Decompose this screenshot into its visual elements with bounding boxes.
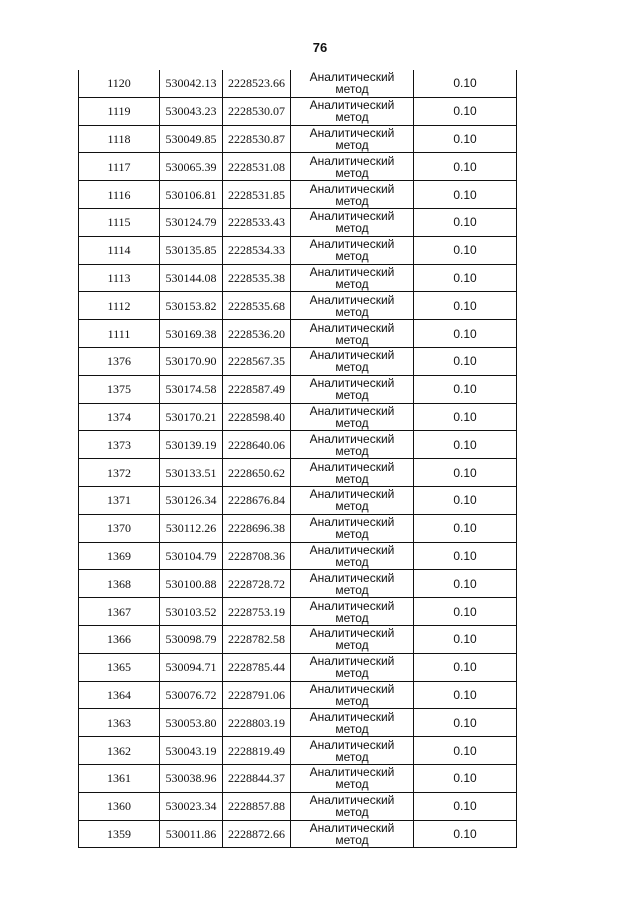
point-number-cell: 1369: [79, 542, 160, 570]
x-coordinate-cell: 530112.26: [160, 514, 223, 542]
y-coordinate-cell: 2228531.08: [223, 153, 291, 181]
point-number-cell: 1119: [79, 97, 160, 125]
accuracy-cell: 0.10: [414, 347, 517, 375]
table-row: [79, 709, 517, 737]
point-number-cell: 1367: [79, 598, 160, 626]
method-text-line2: метод: [335, 304, 369, 319]
point-number-cell: 1374: [79, 403, 160, 431]
method-text-line2: метод: [335, 193, 369, 208]
method-text-line1: Аналитический: [309, 515, 395, 530]
x-coordinate-cell: 530170.21: [160, 403, 223, 431]
method-cell: [291, 820, 414, 848]
method-text-line2: метод: [335, 415, 369, 430]
accuracy-cell: 0.10: [414, 97, 517, 125]
method-text-line1: Аналитический: [309, 820, 395, 835]
method-text-line1: Аналитический: [309, 570, 395, 585]
accuracy-cell: 0.10: [414, 125, 517, 153]
x-coordinate-cell: 530170.90: [160, 347, 223, 375]
method-text-line1: Аналитический: [309, 264, 395, 279]
method-text-line1: Аналитический: [309, 153, 395, 168]
x-coordinate-cell: 530049.85: [160, 125, 223, 153]
y-coordinate-cell: 2228676.84: [223, 486, 291, 514]
x-coordinate-cell: 530042.13: [160, 70, 223, 97]
point-number-cell: 1373: [79, 431, 160, 459]
y-coordinate-cell: 2228857.88: [223, 792, 291, 820]
method-text-line2: метод: [335, 443, 369, 458]
y-coordinate-cell: 2228535.38: [223, 264, 291, 292]
method-text-line2: метод: [335, 582, 369, 597]
table-row: [79, 236, 517, 264]
x-coordinate-cell: 530053.80: [160, 709, 223, 737]
method-text-line1: Аналитический: [309, 70, 395, 85]
accuracy-cell: 0.10: [414, 375, 517, 403]
x-coordinate-cell: 530106.81: [160, 181, 223, 209]
y-coordinate-cell: 2228534.33: [223, 236, 291, 264]
x-coordinate-cell: 530169.38: [160, 320, 223, 348]
accuracy-cell: 0.10: [414, 236, 517, 264]
method-cell: [291, 764, 414, 792]
method-text-line1: Аналитический: [309, 709, 395, 724]
table-row: [79, 70, 517, 97]
y-coordinate-cell: 2228803.19: [223, 709, 291, 737]
page-number: 76: [312, 40, 328, 55]
method-text-line2: метод: [335, 82, 369, 97]
y-coordinate-cell: 2228753.19: [223, 598, 291, 626]
point-number-cell: 1376: [79, 347, 160, 375]
method-text-line1: Аналитический: [309, 320, 395, 335]
accuracy-cell: 0.10: [414, 292, 517, 320]
method-cell: [291, 181, 414, 209]
point-number-cell: 1371: [79, 486, 160, 514]
y-coordinate-cell: 2228819.49: [223, 737, 291, 765]
point-number-cell: 1113: [79, 264, 160, 292]
method-cell: [291, 375, 414, 403]
method-cell: [291, 737, 414, 765]
method-text-line1: Аналитический: [309, 765, 395, 780]
x-coordinate-cell: 530076.72: [160, 681, 223, 709]
x-coordinate-cell: 530011.86: [160, 820, 223, 848]
x-coordinate-cell: 530133.51: [160, 459, 223, 487]
y-coordinate-cell: 2228782.58: [223, 625, 291, 653]
method-cell: [291, 236, 414, 264]
y-coordinate-cell: 2228650.62: [223, 459, 291, 487]
y-coordinate-cell: 2228872.66: [223, 820, 291, 848]
table-row: [79, 375, 517, 403]
method-text-line2: метод: [335, 638, 369, 653]
table-row: [79, 486, 517, 514]
x-coordinate-cell: 530043.23: [160, 97, 223, 125]
method-text-line1: Аналитический: [309, 403, 395, 418]
accuracy-cell: 0.10: [414, 153, 517, 181]
table-row: [79, 431, 517, 459]
point-number-cell: 1363: [79, 709, 160, 737]
method-text-line2: метод: [335, 721, 369, 736]
table-row: [79, 570, 517, 598]
table-row: [79, 737, 517, 765]
method-text-line2: метод: [335, 527, 369, 542]
method-text-line2: метод: [335, 832, 369, 847]
method-text-line1: Аналитический: [309, 487, 395, 502]
method-text-line2: метод: [335, 805, 369, 820]
table-row: [79, 514, 517, 542]
x-coordinate-cell: 530135.85: [160, 236, 223, 264]
method-text-line2: метод: [335, 221, 369, 236]
accuracy-cell: 0.10: [414, 598, 517, 626]
y-coordinate-cell: 2228536.20: [223, 320, 291, 348]
method-cell: [291, 431, 414, 459]
method-text-line2: метод: [335, 165, 369, 180]
x-coordinate-cell: 530023.34: [160, 792, 223, 820]
point-number-cell: 1117: [79, 153, 160, 181]
table-row: [79, 347, 517, 375]
method-cell: [291, 514, 414, 542]
table-row: [79, 792, 517, 820]
x-coordinate-cell: 530174.58: [160, 375, 223, 403]
method-text-line1: Аналитический: [309, 348, 395, 363]
accuracy-cell: 0.10: [414, 764, 517, 792]
y-coordinate-cell: 2228567.35: [223, 347, 291, 375]
accuracy-cell: 0.10: [414, 737, 517, 765]
method-text-line1: Аналитический: [309, 431, 395, 446]
table-row: [79, 320, 517, 348]
method-text-line2: метод: [335, 110, 369, 125]
method-cell: [291, 70, 414, 97]
y-coordinate-cell: 2228728.72: [223, 570, 291, 598]
method-text-line1: Аналитический: [309, 376, 395, 391]
point-number-cell: 1368: [79, 570, 160, 598]
method-text-line2: метод: [335, 499, 369, 514]
method-text-line1: Аналитический: [309, 654, 395, 669]
table-row: [79, 97, 517, 125]
method-text-line2: метод: [335, 360, 369, 375]
x-coordinate-cell: 530144.08: [160, 264, 223, 292]
method-cell: [291, 153, 414, 181]
x-coordinate-cell: 530043.19: [160, 737, 223, 765]
accuracy-cell: 0.10: [414, 70, 517, 97]
method-cell: [291, 320, 414, 348]
accuracy-cell: 0.10: [414, 181, 517, 209]
method-text-line1: Аналитический: [309, 237, 395, 252]
point-number-cell: 1115: [79, 208, 160, 236]
y-coordinate-cell: 2228696.38: [223, 514, 291, 542]
accuracy-cell: 0.10: [414, 459, 517, 487]
x-coordinate-cell: 530103.52: [160, 598, 223, 626]
point-number-cell: 1359: [79, 820, 160, 848]
coordinates-table: [78, 70, 517, 848]
method-text-line1: Аналитический: [309, 125, 395, 140]
x-coordinate-cell: 530104.79: [160, 542, 223, 570]
accuracy-cell: 0.10: [414, 320, 517, 348]
y-coordinate-cell: 2228598.40: [223, 403, 291, 431]
table-row: [79, 542, 517, 570]
method-cell: [291, 264, 414, 292]
accuracy-cell: 0.10: [414, 431, 517, 459]
table-row: [79, 681, 517, 709]
x-coordinate-cell: 530124.79: [160, 208, 223, 236]
method-text-line2: метод: [335, 749, 369, 764]
accuracy-cell: 0.10: [414, 625, 517, 653]
accuracy-cell: 0.10: [414, 681, 517, 709]
method-cell: [291, 459, 414, 487]
method-text-line2: метод: [335, 137, 369, 152]
method-text-line1: Аналитический: [309, 598, 395, 613]
point-number-cell: 1120: [79, 70, 160, 97]
point-number-cell: 1114: [79, 236, 160, 264]
method-text-line2: метод: [335, 276, 369, 291]
accuracy-cell: 0.10: [414, 653, 517, 681]
method-text-line2: метод: [335, 666, 369, 681]
method-text-line1: Аналитический: [309, 681, 395, 696]
method-cell: [291, 125, 414, 153]
table-row: [79, 598, 517, 626]
method-cell: [291, 598, 414, 626]
table-row: [79, 459, 517, 487]
y-coordinate-cell: 2228523.66: [223, 70, 291, 97]
point-number-cell: 1360: [79, 792, 160, 820]
method-text-line2: метод: [335, 777, 369, 792]
y-coordinate-cell: 2228587.49: [223, 375, 291, 403]
x-coordinate-cell: 530100.88: [160, 570, 223, 598]
accuracy-cell: 0.10: [414, 403, 517, 431]
point-number-cell: 1111: [79, 320, 160, 348]
method-text-line2: метод: [335, 249, 369, 264]
table-row: [79, 208, 517, 236]
point-number-cell: 1364: [79, 681, 160, 709]
point-number-cell: 1370: [79, 514, 160, 542]
method-text-line1: Аналитический: [309, 542, 395, 557]
table-row: [79, 125, 517, 153]
x-coordinate-cell: 530065.39: [160, 153, 223, 181]
method-cell: [291, 681, 414, 709]
table-row: [79, 653, 517, 681]
y-coordinate-cell: 2228530.07: [223, 97, 291, 125]
point-number-cell: 1372: [79, 459, 160, 487]
point-number-cell: 1118: [79, 125, 160, 153]
method-text-line2: метод: [335, 610, 369, 625]
method-cell: [291, 709, 414, 737]
method-text-line2: метод: [335, 471, 369, 486]
method-cell: [291, 653, 414, 681]
point-number-cell: 1112: [79, 292, 160, 320]
table-row: [79, 764, 517, 792]
y-coordinate-cell: 2228785.44: [223, 653, 291, 681]
table-row: [79, 403, 517, 431]
method-text-line1: Аналитический: [309, 793, 395, 808]
table-row: [79, 181, 517, 209]
method-text-line1: Аналитический: [309, 181, 395, 196]
method-cell: [291, 292, 414, 320]
accuracy-cell: 0.10: [414, 486, 517, 514]
point-number-cell: 1365: [79, 653, 160, 681]
point-number-cell: 1366: [79, 625, 160, 653]
method-cell: [291, 542, 414, 570]
method-cell: [291, 570, 414, 598]
x-coordinate-cell: 530126.34: [160, 486, 223, 514]
accuracy-cell: 0.10: [414, 542, 517, 570]
y-coordinate-cell: 2228530.87: [223, 125, 291, 153]
table-row: [79, 292, 517, 320]
method-text-line2: метод: [335, 693, 369, 708]
y-coordinate-cell: 2228531.85: [223, 181, 291, 209]
method-text-line2: метод: [335, 554, 369, 569]
y-coordinate-cell: 2228535.68: [223, 292, 291, 320]
method-cell: [291, 625, 414, 653]
y-coordinate-cell: 2228533.43: [223, 208, 291, 236]
x-coordinate-cell: 530153.82: [160, 292, 223, 320]
point-number-cell: 1361: [79, 764, 160, 792]
method-cell: [291, 97, 414, 125]
x-coordinate-cell: 530094.71: [160, 653, 223, 681]
method-text-line1: Аналитический: [309, 737, 395, 752]
y-coordinate-cell: 2228791.06: [223, 681, 291, 709]
accuracy-cell: 0.10: [414, 514, 517, 542]
method-text-line1: Аналитический: [309, 626, 395, 641]
table-row: [79, 625, 517, 653]
coordinates-table-body: [79, 70, 517, 848]
table-row: [79, 264, 517, 292]
method-cell: [291, 792, 414, 820]
method-cell: [291, 208, 414, 236]
table-row: [79, 153, 517, 181]
point-number-cell: 1375: [79, 375, 160, 403]
method-text-line2: метод: [335, 388, 369, 403]
x-coordinate-cell: 530038.96: [160, 764, 223, 792]
accuracy-cell: 0.10: [414, 208, 517, 236]
y-coordinate-cell: 2228844.37: [223, 764, 291, 792]
accuracy-cell: 0.10: [414, 264, 517, 292]
accuracy-cell: 0.10: [414, 709, 517, 737]
point-number-cell: 1362: [79, 737, 160, 765]
method-text-line1: Аналитический: [309, 98, 395, 113]
method-text-line2: метод: [335, 332, 369, 347]
method-text-line1: Аналитический: [309, 292, 395, 307]
x-coordinate-cell: 530139.19: [160, 431, 223, 459]
accuracy-cell: 0.10: [414, 570, 517, 598]
method-text-line1: Аналитический: [309, 209, 395, 224]
y-coordinate-cell: 2228708.36: [223, 542, 291, 570]
method-cell: [291, 486, 414, 514]
accuracy-cell: 0.10: [414, 792, 517, 820]
y-coordinate-cell: 2228640.06: [223, 431, 291, 459]
method-text-line1: Аналитический: [309, 459, 395, 474]
accuracy-cell: 0.10: [414, 820, 517, 848]
method-cell: [291, 347, 414, 375]
x-coordinate-cell: 530098.79: [160, 625, 223, 653]
table-row: [79, 820, 517, 848]
point-number-cell: 1116: [79, 181, 160, 209]
method-cell: [291, 403, 414, 431]
